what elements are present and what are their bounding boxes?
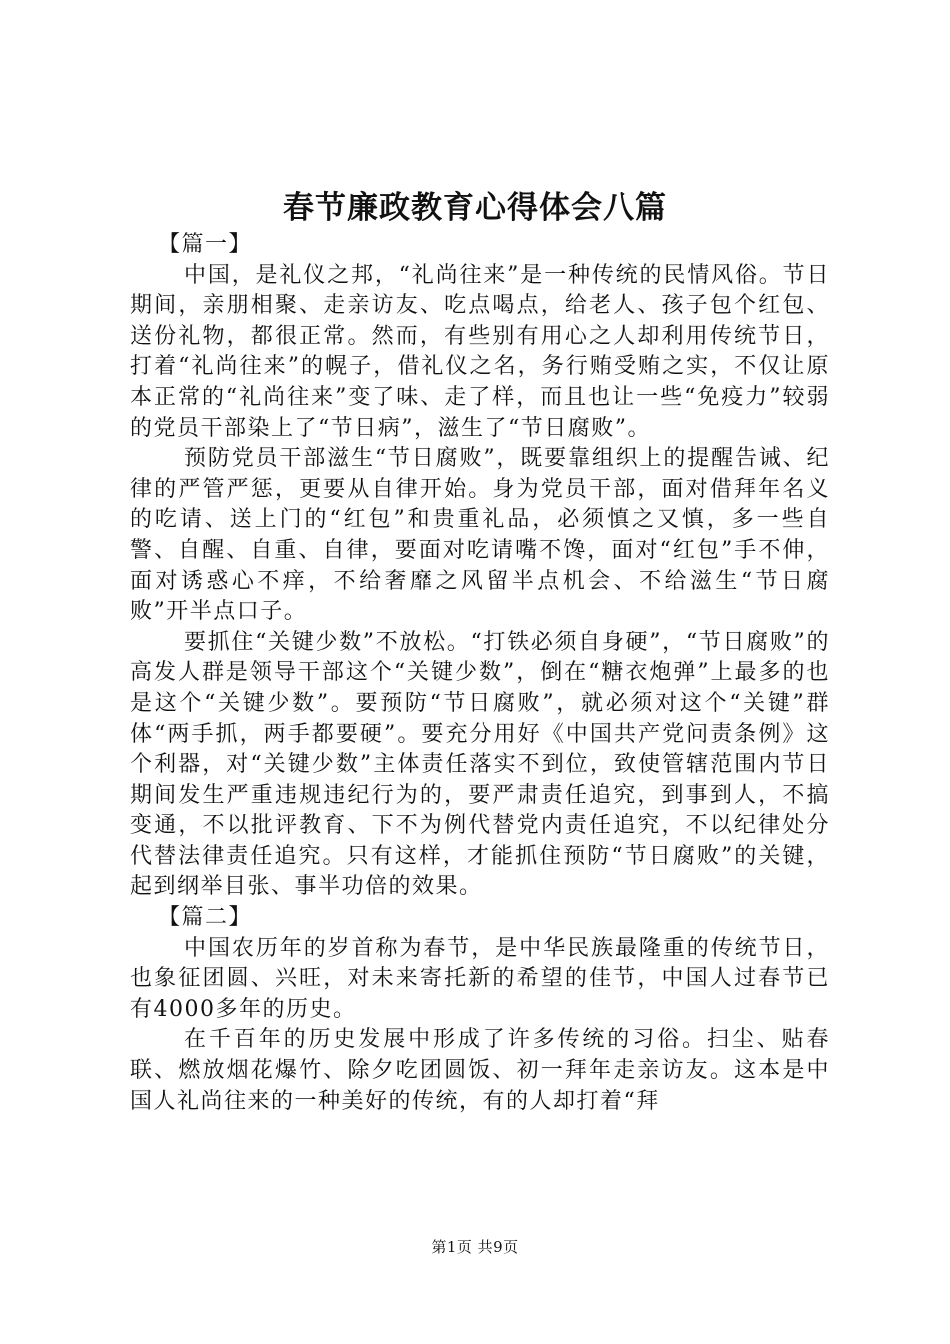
page-footer: 第1页 共9页 [431, 1238, 519, 1256]
section-heading-1: 【篇一】 [158, 232, 253, 257]
paragraph: 中国，是礼仪之邦，“礼尚往来”是一种传统的民情风俗。节日期间，亲朋相聚、走亲访友、吃点喝点，给老人、孩子包个红包、送份礼物，都很正常。然而，有些别有用心之人却利用传统节日，打着“礼尚往来”的幌子，借礼仪之名，务行贿受贿之实，不仅让原本正常的“礼尚往来”变了味、走了样，而且也让一些“免疫力”较弱的党员干部染上了“节日病”，滋生了“节日腐败”。 [130, 262, 830, 441]
document-title: 春节廉政教育心得体会八篇 [283, 190, 667, 226]
paragraph: 要抓住“关键少数”不放松。“打铁必须自身硬”，“节日腐败”的高发人群是领导干部这个“关键少数”，倒在“糖衣炮弹”上最多的也是这个“关键少数”。要预防“节日腐败”，就必须对这个“关键”群体“两手抓，两手都要硬”。要充分用好《中国共产党问责条例》这个利器，对“关键少数”主体责任落实不到位，致使管辖范围内节日期间发生严重违规违纪行为的，要严肃责任追究，到事到人，不搞变通，不以批评教育、下不为例代替党内责任追究，不以纪律处分代替法律责任追究。只有这样，才能抓住预防“节日腐败”的关键，起到纲举目张、事半功倍的效果。 [130, 629, 830, 900]
section-heading-2: 【篇二】 [158, 905, 253, 931]
paragraph: 中国农历年的岁首称为春节，是中华民族最隆重的传统节日，也象征团圆、兴旺，对未来寄托新的希望的佳节，中国人过春节已有4000多年的历史。 [130, 935, 830, 1022]
document-body [130, 230, 830, 1117]
paragraph: 预防党员干部滋生“节日腐败”，既要靠组织上的提醒告诫、纪律的严管严惩，更要从自律开始。身为党员干部，面对借拜年名义的吃请、送上门的“红包”和贵重礼品，必须慎之又慎，多一些自警、自醒、自重、自律，要面对吃请嘴不馋，面对“红包”手不伸，面对诱惑心不痒，不给奢靡之风留半点机会、不给滋生“节日腐败”开半点口子。 [130, 446, 830, 625]
paragraph: 在千百年的历史发展中形成了许多传统的习俗。扫尘、贴春联、燃放烟花爆竹、除夕吃团圆饭、初一拜年走亲访友。这本是中国人礼尚往来的一种美好的传统，有的人却打着“拜 [130, 1027, 830, 1114]
